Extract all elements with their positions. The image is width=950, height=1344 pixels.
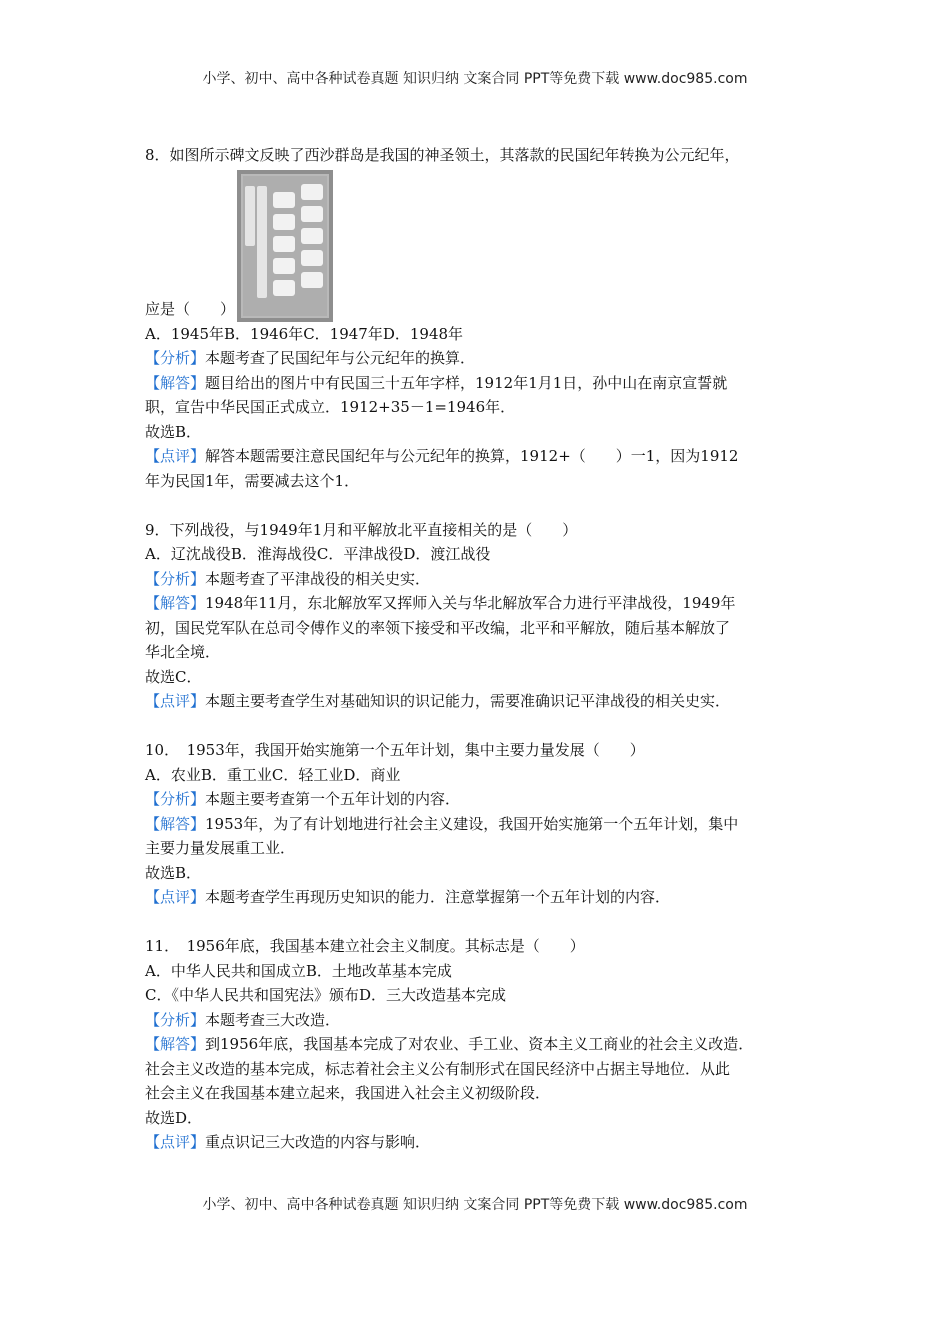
q9-comment-text: 本题主要考查学生对基础知识的识记能力，需要准确识记平津战役的相关史实． <box>205 692 731 710</box>
q8-comment-text-1: 解答本题需要注意民国纪年与公元纪年的换算，1912+（ ）一1，因为1912 <box>205 447 739 465</box>
q8-figure-row <box>145 168 810 322</box>
q8-stem-end: 应是（ ） <box>145 300 236 318</box>
comment-tag: 【点评】 <box>145 692 206 710</box>
spacer <box>145 910 810 935</box>
q11-analysis-text: 本题考查三大改造． <box>205 1010 341 1029</box>
q10-choice: 故选B． <box>145 863 202 882</box>
q9-answer-text-1: 1948年11月，东北解放军又挥师入关与华北解放军合力进行平津战役，1949年 <box>205 594 736 612</box>
q11-stem: 11． 1956年底，我国基本建立社会主义制度。其标志是（ ） <box>145 937 585 955</box>
q9-choice: 故选C． <box>145 667 202 686</box>
q10-answer-line-2: 主要力量发展重工业． <box>145 839 296 857</box>
q8-answer-line-1 <box>145 371 810 396</box>
answer-tag: 【解答】 <box>145 814 206 833</box>
answer-tag: 【解答】 <box>145 373 206 392</box>
q8-choice: 故选B． <box>145 422 202 441</box>
analysis-tag: 【分析】 <box>145 790 206 808</box>
answer-tag: 【解答】 <box>145 594 206 612</box>
q9-comment <box>145 689 810 714</box>
q11-comment-text: 重点识记三大改造的内容与影响． <box>205 1133 431 1151</box>
q11-answer-line-1 <box>145 1032 810 1057</box>
q9-answer-line-1 <box>145 591 810 616</box>
page-footer: 小学、初中、高中各种试卷真题 知识归纳 文案合同 PPT等免费下载 www.doc985.com <box>202 1197 748 1213</box>
q10-comment-text: 本题考查学生再现历史知识的能力．注意掌握第一个五年计划的内容． <box>205 888 671 906</box>
q10-analysis <box>145 787 810 812</box>
document-body <box>145 143 810 1155</box>
spacer <box>145 714 810 739</box>
q10-stem: 10． 1953年，我国开始实施第一个五年计划，集中主要力量发展（ ） <box>145 741 645 759</box>
q8-comment-line-1 <box>145 444 810 469</box>
q11-analysis <box>145 1008 810 1033</box>
comment-tag: 【点评】 <box>145 447 206 465</box>
answer-tag: 【解答】 <box>145 1035 206 1053</box>
q8-comment-line-2: 年为民国1年，需要减去这个1． <box>145 471 360 490</box>
q11-answer-line-2: 社会主义改造的基本完成，标志着社会主义公有制形式在国民经济中占据主导地位．从此 <box>145 1059 731 1078</box>
q9-answer-line-3: 华北全境． <box>145 643 221 661</box>
q8-stem: 8．如图所示碑文反映了西沙群岛是我国的神圣领土，其落款的民国纪年转换为公元纪年， <box>145 146 740 164</box>
q10-analysis-text: 本题主要考查第一个五年计划的内容． <box>205 790 461 808</box>
q9-options: A．辽沈战役B．淮海战役C．平津战役D．渡江战役 <box>145 545 491 563</box>
comment-tag: 【点评】 <box>145 1133 206 1151</box>
q9-analysis-text: 本题考查了平津战役的相关史实． <box>205 569 431 588</box>
q10-options: A．农业B．重工业C．轻工业D．商业 <box>145 765 401 784</box>
stele-inscription-image <box>237 170 333 322</box>
q11-choice: 故选D． <box>145 1108 203 1127</box>
q8-answer-text-1: 题目给出的图片中有民国三十五年字样，1912年1月1日，孙中山在南京宣誓就 <box>205 373 728 392</box>
page-header: 小学、初中、高中各种试卷真题 知识归纳 文案合同 PPT等免费下载 www.doc985.com <box>202 71 748 87</box>
q8-analysis <box>145 346 810 371</box>
comment-tag: 【点评】 <box>145 888 206 906</box>
q9-analysis <box>145 567 810 592</box>
q9-stem: 9．下列战役，与1949年1月和平解放北平直接相关的是（ ） <box>145 520 578 539</box>
q11-answer-line-3: 社会主义在我国基本建立起来，我国进入社会主义初级阶段． <box>145 1084 551 1102</box>
analysis-tag: 【分析】 <box>145 1010 206 1029</box>
q10-answer-text-1: 1953年，为了有计划地进行社会主义建设，我国开始实施第一个五年计划，集中 <box>205 814 739 833</box>
q10-comment <box>145 885 810 910</box>
q10-answer-line-1 <box>145 812 810 837</box>
q8-options: A．1945年B．1946年C．1947年D．1948年 <box>145 324 464 343</box>
spacer <box>145 493 810 518</box>
q8-analysis-text: 本题考查了民国纪年与公元纪年的换算． <box>205 349 476 367</box>
analysis-tag: 【分析】 <box>145 349 206 367</box>
analysis-tag: 【分析】 <box>145 569 206 588</box>
q8-answer-line-2: 职，宣告中华民国正式成立．1912+35－1=1946年． <box>145 398 516 416</box>
q11-options-line-1: A．中华人民共和国成立B．土地改革基本完成 <box>145 961 452 980</box>
q11-answer-text-1: 到1956年底，我国基本完成了对农业、手工业、资本主义工商业的社会主义改造． <box>205 1035 754 1053</box>
q9-answer-line-2: 初，国民党军队在总司令傅作义的率领下接受和平改编，北平和平解放，随后基本解放了 <box>145 618 731 637</box>
q11-options-line-2: C．《中华人民共和国宪法》颁布D．三大改造基本完成 <box>145 986 507 1004</box>
q11-comment <box>145 1130 810 1155</box>
